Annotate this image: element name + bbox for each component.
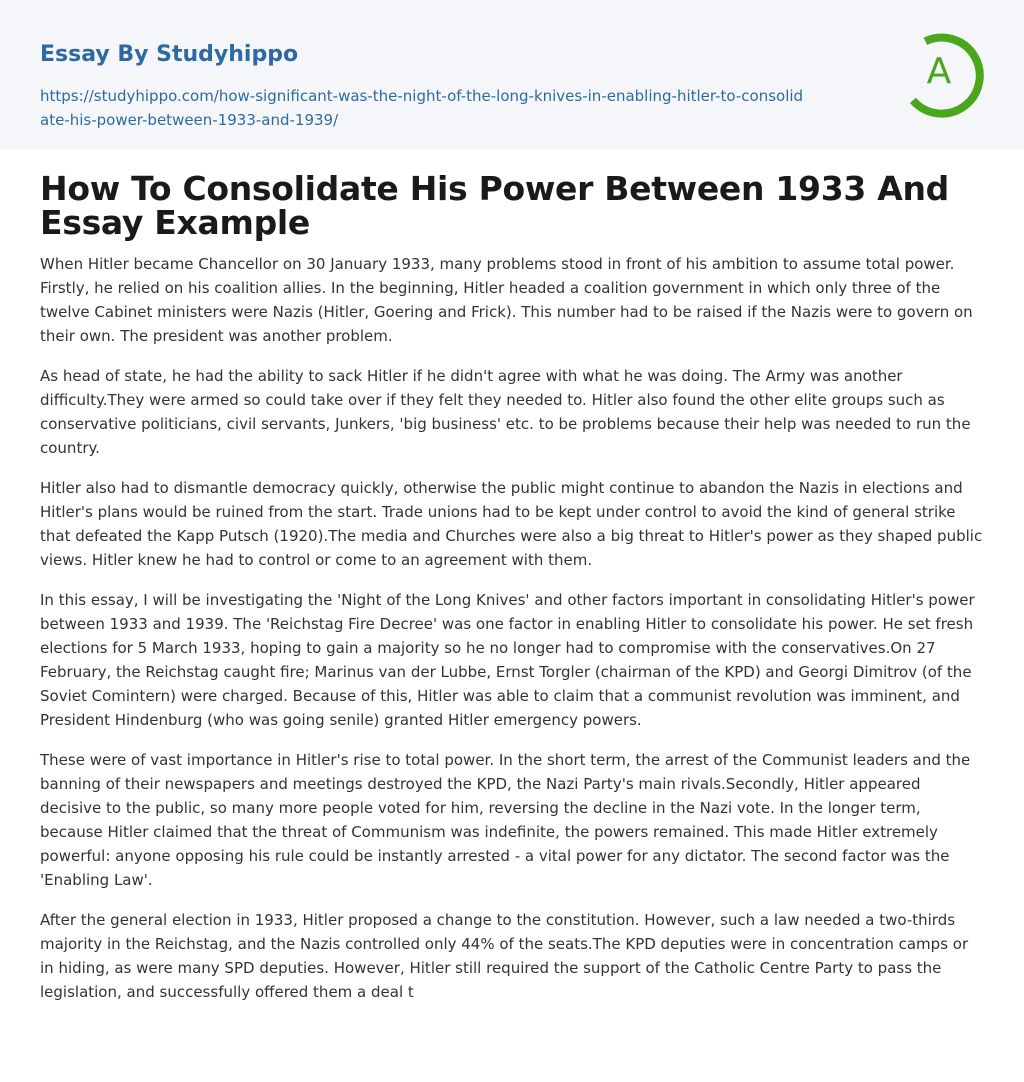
essay-paragraph: Hitler also had to dismantle democracy quickly, otherwise the public might continue to abandon the Nazis in elections and Hitler's plans would be ruined from the start. Trade unions had to be kept under control to avoid the kind of general strike that defeated the Kapp Putsch (1920).The media and Churches were also a big threat to Hitler's power as they shaped public views. Hitler knew he had to control or come to an agreement with them. (40, 479, 983, 569)
essay-paragraph: As head of state, he had the ability to sack Hitler if he didn't agree with what he was doing. The Army was another difficulty.They were armed so could take over if they felt they needed to. Hitler also found the other elite groups such as conservative politicians, civil servants, Junkers, 'big business' etc. to be problems because their help was needed to run the country. (40, 367, 971, 457)
essay-paragraph: These were of vast importance in Hitler's rise to total power. In the short term, the arrest of the Communist leaders and the banning of their newspapers and meetings destroyed the KPD, the Nazi Party's main rivals.Secondly, Hitler appeared decisive to the public, so many more people voted for him, reversing the decline in the Nazi vote. In the longer term, because Hitler claimed that the threat of Communism was indefinite, the powers remained. This made Hitler extremely powerful: anyone opposing his rule could be instantly arrested - a vital power for any dictator. The second factor was the 'Enabling Law'. (40, 751, 971, 889)
essay-paragraph: When Hitler became Chancellor on 30 January 1933, many problems stood in front of his ambition to assume total power. Firstly, he relied on his coalition allies. In the beginning, Hitler headed a coalition government in which only three of the twelve Cabinet ministers were Nazis (Hitler, Goering and Frick). This number had to be raised if the Nazis were to govern on their own. The president was another problem. (40, 255, 973, 345)
logo-letter: A (926, 51, 952, 92)
essay-paragraph: After the general election in 1933, Hitler proposed a change to the constitution. However, such a law needed a two-thirds majority in the Reichstag, and the Nazis controlled only 44% of the seats.The KPD deputies were in concentration camps or in hiding, as were many SPD deputies. However, Hitler still required the support of the Catholic Centre Party to pass the legislation, and successfully offered them a deal t (40, 911, 969, 1001)
logo-ring-icon (898, 28, 988, 118)
site-name[interactable]: Essay By Studyhippo (40, 42, 299, 67)
essay-paragraph: In this essay, I will be investigating the 'Night of the Long Knives' and other factors important in consolidating Hitler's power between 1933 and 1939. The 'Reichstag Fire Decree' was one factor in enabling Hitler to consolidate his power. He set fresh elections for 5 March 1933, hoping to gain a majority so he no longer had to compromise with the conservatives.On 27 February, the Reichstag caught fire; Marinus van der Lubbe, Ernst Torgler (chairman of the KPD) and Georgi Dimitrov (of the Soviet Comintern) were charged. Because of this, Hitler was able to claim that a communist revolution was imminent, and President Hindenburg (who was going senile) granted Hitler emergency powers. (40, 591, 975, 729)
page-header (0, 0, 1024, 150)
source-url-link[interactable]: https://studyhippo.com/how-significant-was-the-night-of-the-long-knives-in-enabling-hitler-to-consolidate-his-power-between-1933-and-1939/ (40, 87, 804, 129)
essay-title: How To Consolidate His Power Between 1933 And Essay Example (40, 169, 949, 242)
essay-content (0, 169, 1024, 1004)
studyhippo-logo[interactable] (898, 28, 988, 118)
